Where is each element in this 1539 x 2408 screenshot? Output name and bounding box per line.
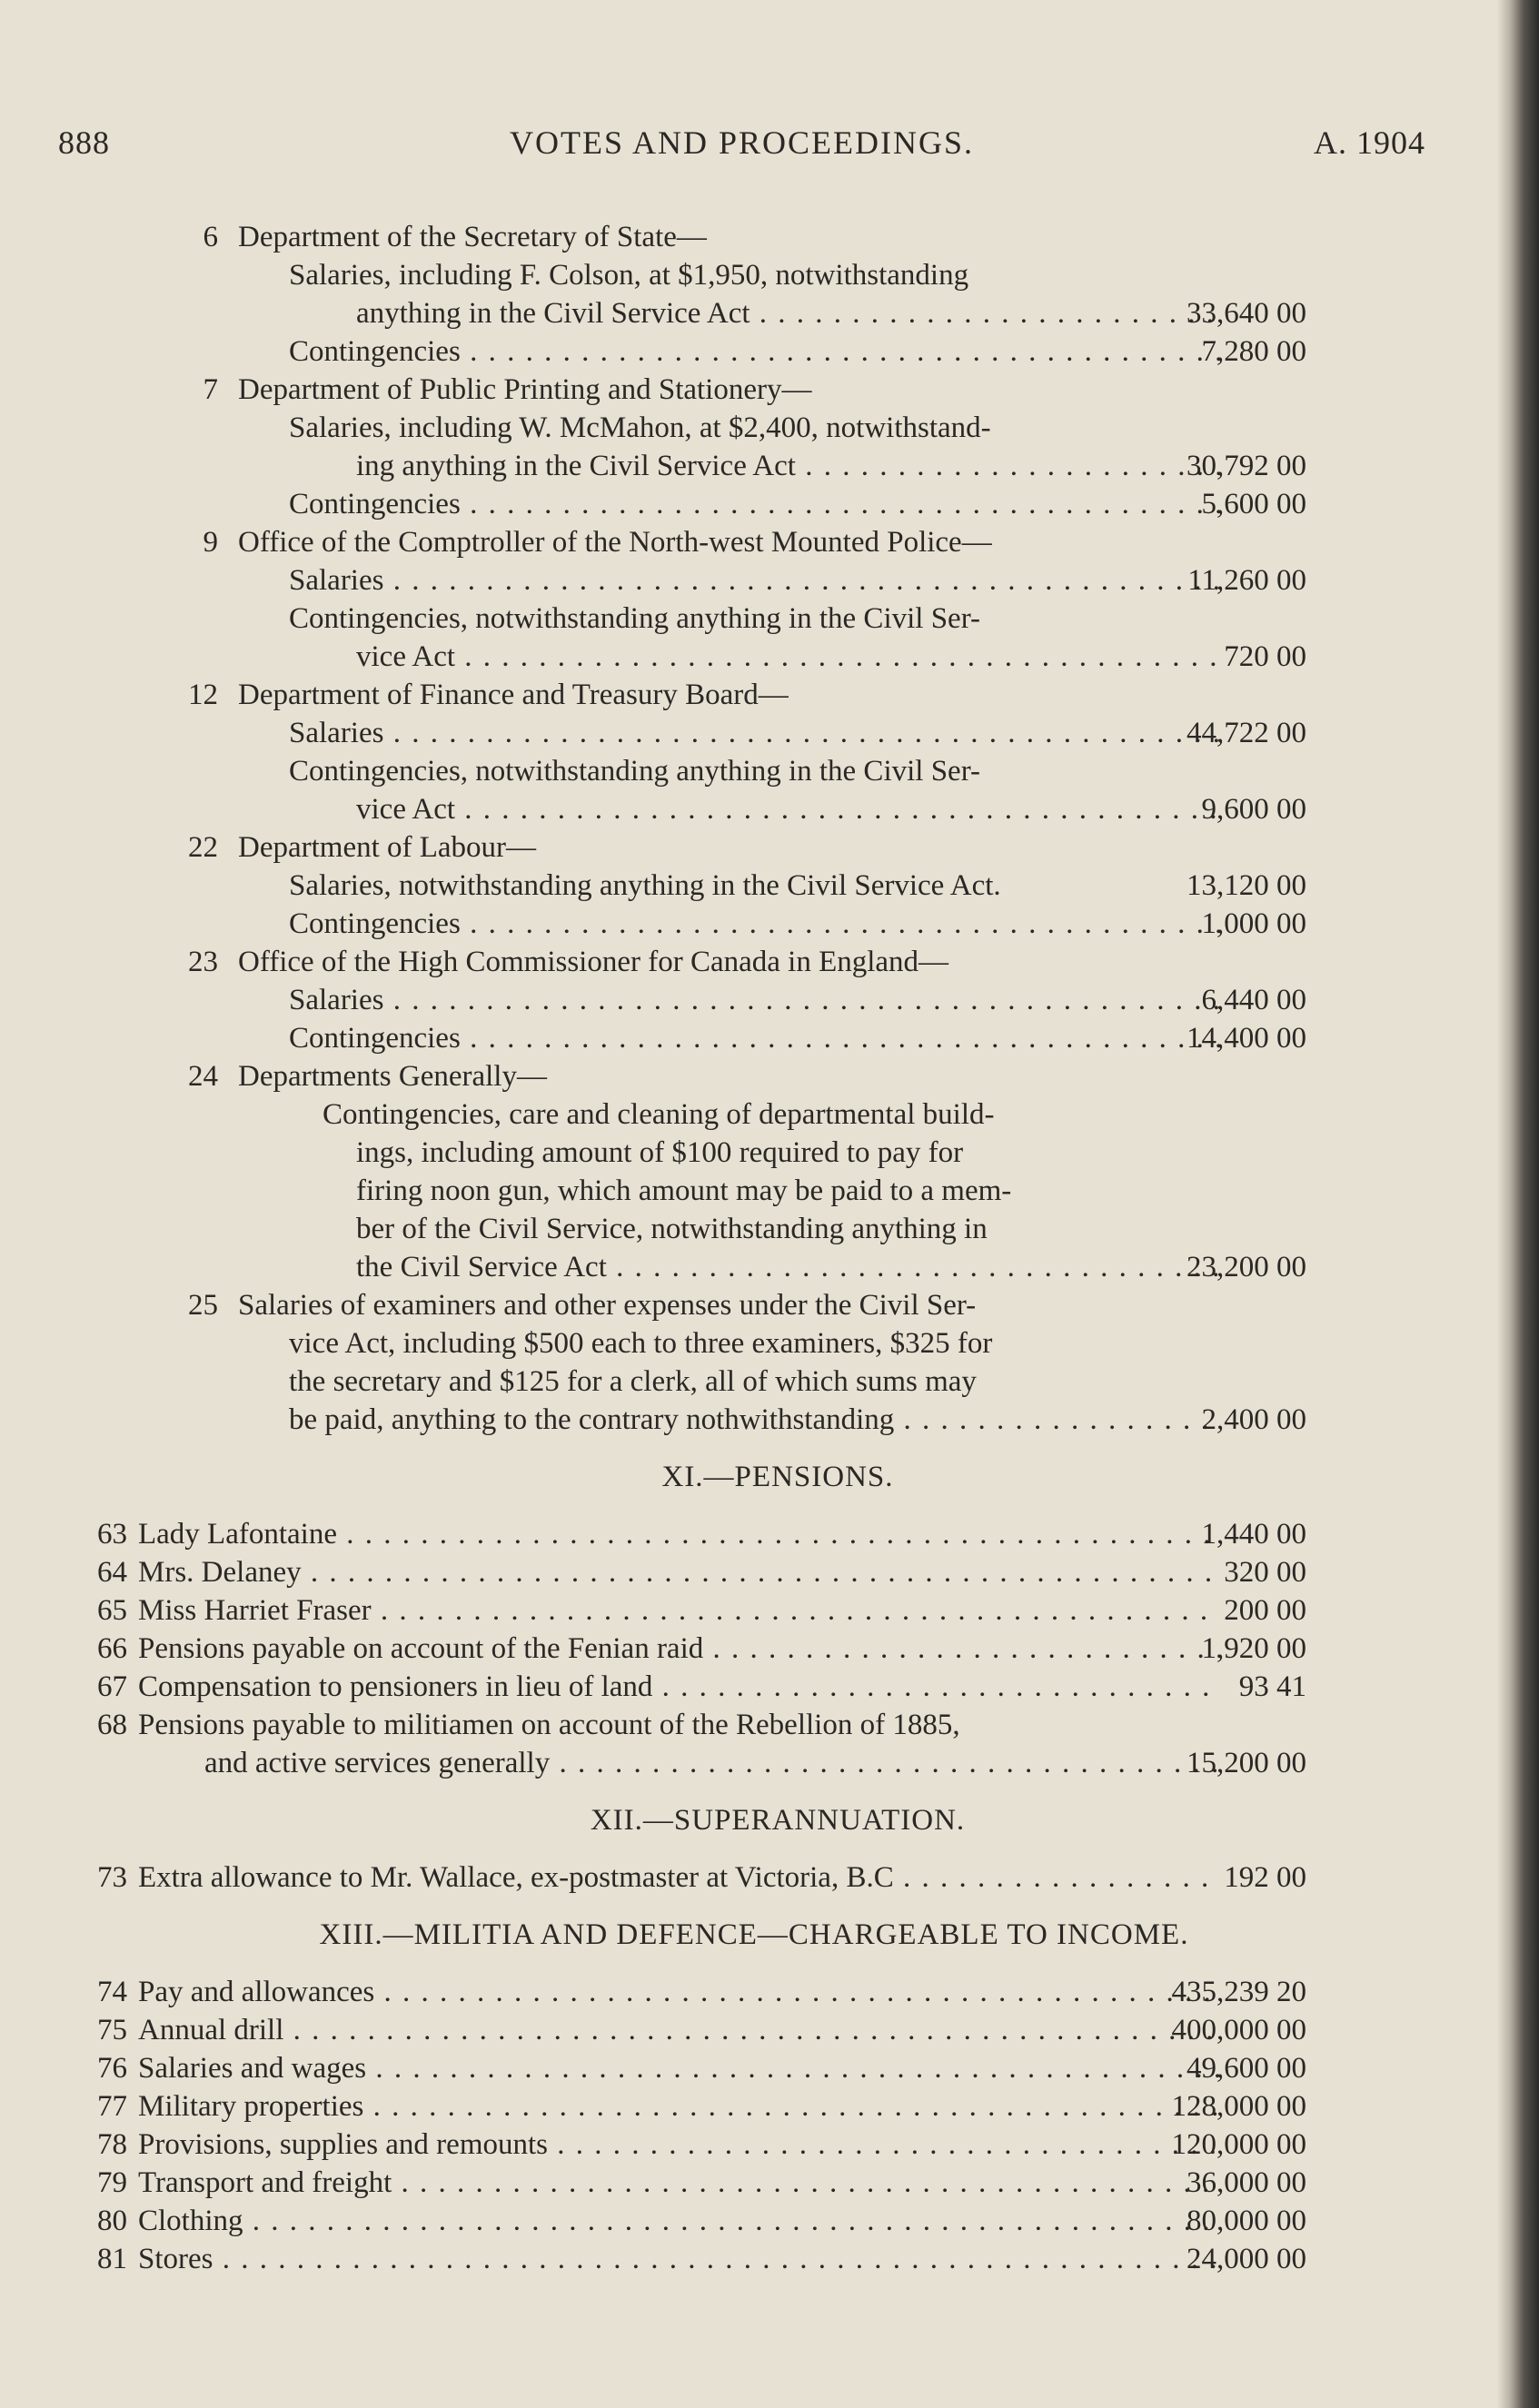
item-description: Miss Harriet Fraser . . .	[138, 1591, 1219, 1630]
estimate-line	[0, 1286, 1454, 1324]
item-description: Provisions, supplies and remounts . . .	[138, 2126, 1219, 2164]
item-amount: 192 00	[1224, 1861, 1306, 1894]
item-amount: 1,440 00	[1201, 1518, 1306, 1551]
item-description: Salaries, including W. McMahon, at $2,400, notwithstand-	[289, 411, 991, 444]
estimate-line	[0, 1630, 1454, 1668]
item-amount: 400,000 00	[1171, 2014, 1306, 2046]
item-amount: 320 00	[1224, 1556, 1306, 1589]
item-amount: 44,722 00	[1187, 717, 1306, 749]
estimate-line	[0, 1858, 1454, 1897]
item-description: Contingencies . . .	[289, 1019, 1219, 1057]
estimate-line	[0, 2202, 1454, 2240]
item-number: 66	[97, 1632, 127, 1665]
item-description: Military properties . . .	[138, 2087, 1219, 2126]
item-number: 12	[188, 679, 218, 711]
page-header	[58, 124, 1425, 174]
item-description: Department of Labour—	[238, 831, 537, 864]
item-number: 75	[97, 2014, 127, 2046]
item-number: 22	[188, 831, 218, 864]
item-amount: 128,000 00	[1171, 2090, 1306, 2123]
item-amount: 23,200 00	[1187, 1251, 1306, 1283]
item-description: Office of the High Commissioner for Canada in England—	[238, 946, 949, 978]
item-description: Office of the Comptroller of the North-west Mounted Police—	[238, 526, 992, 559]
item-amount: 5,600 00	[1201, 488, 1306, 520]
estimate-line	[0, 561, 1454, 600]
estimate-line	[0, 256, 1454, 294]
book-spine-shadow	[1497, 0, 1539, 2408]
item-description: Pensions payable to militiamen on account of the Rebellion of 1885,	[138, 1709, 960, 1741]
item-amount: 24,000 00	[1187, 2243, 1306, 2275]
item-description: Salaries of examiners and other expenses under the Civil Ser-	[238, 1289, 977, 1322]
item-amount: 33,640 00	[1187, 297, 1306, 330]
estimates-list-civil-government	[0, 218, 1454, 1439]
item-amount: 9,600 00	[1201, 793, 1306, 826]
item-description: Salaries and wages . . .	[138, 2049, 1219, 2087]
item-description: Salaries . . .	[289, 981, 1219, 1019]
estimate-line	[0, 2049, 1454, 2087]
item-description: Salaries . . .	[289, 561, 1219, 600]
item-description: vice Act, including $500 each to three examiners, $325 for	[289, 1327, 993, 1360]
item-description: the Civil Service Act . . .	[356, 1248, 1219, 1286]
estimate-line	[0, 1019, 1454, 1057]
item-description: Contingencies . . .	[289, 485, 1219, 523]
estimate-line	[0, 1363, 1454, 1401]
estimate-line	[0, 1706, 1454, 1744]
item-description: Contingencies, care and cleaning of departmental build-	[323, 1098, 995, 1131]
item-number: 64	[97, 1556, 127, 1589]
page-number: 888	[58, 124, 110, 161]
item-description: Extra allowance to Mr. Wallace, ex-postmaster at Victoria, B.C . . .	[138, 1858, 1219, 1897]
estimate-line	[0, 1172, 1454, 1210]
item-number: 63	[97, 1518, 127, 1551]
item-description: Salaries, including F. Colson, at $1,950, notwithstanding	[289, 259, 969, 292]
estimate-line	[0, 981, 1454, 1019]
item-description: ings, including amount of $100 required to pay for	[356, 1136, 964, 1169]
estimate-line	[0, 523, 1454, 561]
item-description: Contingencies, notwithstanding anything in the Civil Ser-	[289, 755, 981, 788]
item-amount: 49,600 00	[1187, 2052, 1306, 2085]
item-amount: 720 00	[1224, 640, 1306, 673]
estimate-line	[0, 1134, 1454, 1172]
estimate-line	[0, 409, 1454, 447]
item-description: vice Act . . .	[356, 790, 1219, 828]
item-description: Pensions payable on account of the Fenian raid . . .	[138, 1630, 1219, 1668]
estimate-line	[0, 1553, 1454, 1591]
item-number: 77	[97, 2090, 127, 2123]
item-description: Transport and freight . . .	[138, 2164, 1219, 2202]
estimate-line	[0, 371, 1454, 409]
item-number: 76	[97, 2052, 127, 2085]
item-description: vice Act . . .	[356, 638, 1219, 676]
item-number: 79	[97, 2166, 127, 2199]
estimate-line	[0, 2164, 1454, 2202]
item-amount: 11,260 00	[1187, 564, 1306, 597]
estimate-line	[0, 485, 1454, 523]
item-description: Pay and allowances . . .	[138, 1973, 1219, 2011]
item-amount: 1,000 00	[1201, 907, 1306, 940]
item-amount: 1,920 00	[1201, 1632, 1306, 1665]
estimate-line	[0, 790, 1454, 828]
item-number: 78	[97, 2128, 127, 2161]
item-description: Contingencies . . .	[289, 332, 1219, 371]
estimates-list-militia	[0, 1973, 1454, 2278]
item-description: Department of Finance and Treasury Board—	[238, 679, 789, 711]
item-amount: 15,200 00	[1187, 1747, 1306, 1779]
item-description: Stores . . .	[138, 2240, 1219, 2278]
estimate-line	[0, 1591, 1454, 1630]
item-description: Mrs. Delaney . . .	[138, 1553, 1219, 1591]
item-amount: 120,000 00	[1171, 2128, 1306, 2161]
item-description: Contingencies . . .	[289, 905, 1219, 943]
item-number: 74	[97, 1976, 127, 2008]
estimate-line	[0, 1744, 1454, 1782]
item-amount: 80,000 00	[1187, 2205, 1306, 2237]
estimate-line	[0, 905, 1454, 943]
estimate-line	[0, 943, 1454, 981]
estimate-line	[0, 1668, 1454, 1706]
estimate-line	[0, 676, 1454, 714]
item-description: the secretary and $125 for a clerk, all of which sums may	[289, 1365, 977, 1398]
item-amount: 435,239 20	[1171, 1976, 1306, 2008]
estimate-line	[0, 1210, 1454, 1248]
item-description: anything in the Civil Service Act . . .	[356, 294, 1219, 332]
item-description: Department of Public Printing and Stationery—	[238, 373, 812, 406]
section-heading-militia: XIII.—MILITIA AND DEFENCE—CHARGEABLE TO INCOME.	[319, 1918, 1189, 1951]
section-heading-pensions: XI.—PENSIONS.	[661, 1461, 894, 1493]
estimate-line	[0, 1973, 1454, 2011]
item-description: Lady Lafontaine . . .	[138, 1515, 1219, 1553]
estimate-line	[0, 294, 1454, 332]
item-description: Annual drill . . .	[138, 2011, 1219, 2049]
estimate-line	[0, 638, 1454, 676]
item-number: 7	[203, 373, 218, 406]
estimate-line	[0, 1057, 1454, 1095]
running-title: VOTES AND PROCEEDINGS.	[509, 124, 975, 161]
estimate-line	[0, 714, 1454, 752]
year-label: A. 1904	[1314, 124, 1425, 161]
item-number: 65	[97, 1594, 127, 1627]
item-description: Salaries, notwithstanding anything in the Civil Service Act.	[289, 869, 1001, 902]
estimate-line	[0, 867, 1454, 905]
item-description: Salaries . . .	[289, 714, 1219, 752]
item-amount: 36,000 00	[1187, 2166, 1306, 2199]
item-amount: 7,280 00	[1201, 335, 1306, 368]
item-description: and active services generally . . .	[204, 1744, 1219, 1782]
item-description: ber of the Civil Service, notwithstanding anything in	[356, 1213, 988, 1245]
estimate-line	[0, 1401, 1454, 1439]
item-amount: 6,440 00	[1201, 984, 1306, 1016]
estimate-line	[0, 1324, 1454, 1363]
estimates-list-superannuation	[0, 1858, 1454, 1897]
estimate-line	[0, 218, 1454, 256]
estimate-line	[0, 332, 1454, 371]
item-number: 9	[203, 526, 218, 559]
item-number: 81	[97, 2243, 127, 2275]
item-description: Departments Generally—	[238, 1060, 547, 1093]
estimate-line	[0, 2087, 1454, 2126]
estimate-line	[0, 1095, 1454, 1134]
estimate-line	[0, 600, 1454, 638]
estimates-list-pensions	[0, 1515, 1454, 1782]
item-amount: 200 00	[1224, 1594, 1306, 1627]
item-description: ing anything in the Civil Service Act . . .	[356, 447, 1219, 485]
page-body	[0, 218, 1454, 2278]
item-amount: 2,400 00	[1201, 1403, 1306, 1436]
item-number: 67	[97, 1670, 127, 1703]
estimate-line	[0, 752, 1454, 790]
item-number: 68	[97, 1709, 127, 1741]
item-number: 6	[203, 221, 218, 253]
item-number: 23	[188, 946, 218, 978]
estimate-line	[0, 447, 1454, 485]
estimate-line	[0, 1248, 1454, 1286]
estimate-line	[0, 828, 1454, 867]
item-amount: 93 41	[1238, 1670, 1306, 1703]
item-amount: 14,400 00	[1187, 1022, 1306, 1055]
item-description: be paid, anything to the contrary nothwithstanding . . .	[289, 1401, 1219, 1439]
section-heading-superannuation: XII.—SUPERANNUATION.	[590, 1804, 966, 1837]
item-description: firing noon gun, which amount may be paid to a mem-	[356, 1174, 1012, 1207]
item-number: 25	[188, 1289, 218, 1322]
estimate-line	[0, 2011, 1454, 2049]
item-amount: 30,792 00	[1187, 450, 1306, 482]
item-description: Department of the Secretary of State—	[238, 221, 707, 253]
item-amount: 13,120 00	[1187, 869, 1306, 902]
estimate-line	[0, 2126, 1454, 2164]
item-number: 24	[188, 1060, 218, 1093]
item-number: 73	[97, 1861, 127, 1894]
estimate-line	[0, 2240, 1454, 2278]
item-number: 80	[97, 2205, 127, 2237]
item-description: Contingencies, notwithstanding anything in the Civil Ser-	[289, 602, 981, 635]
item-description: Compensation to pensioners in lieu of land . . .	[138, 1668, 1219, 1706]
item-description: Clothing . . .	[138, 2202, 1219, 2240]
estimate-line	[0, 1515, 1454, 1553]
